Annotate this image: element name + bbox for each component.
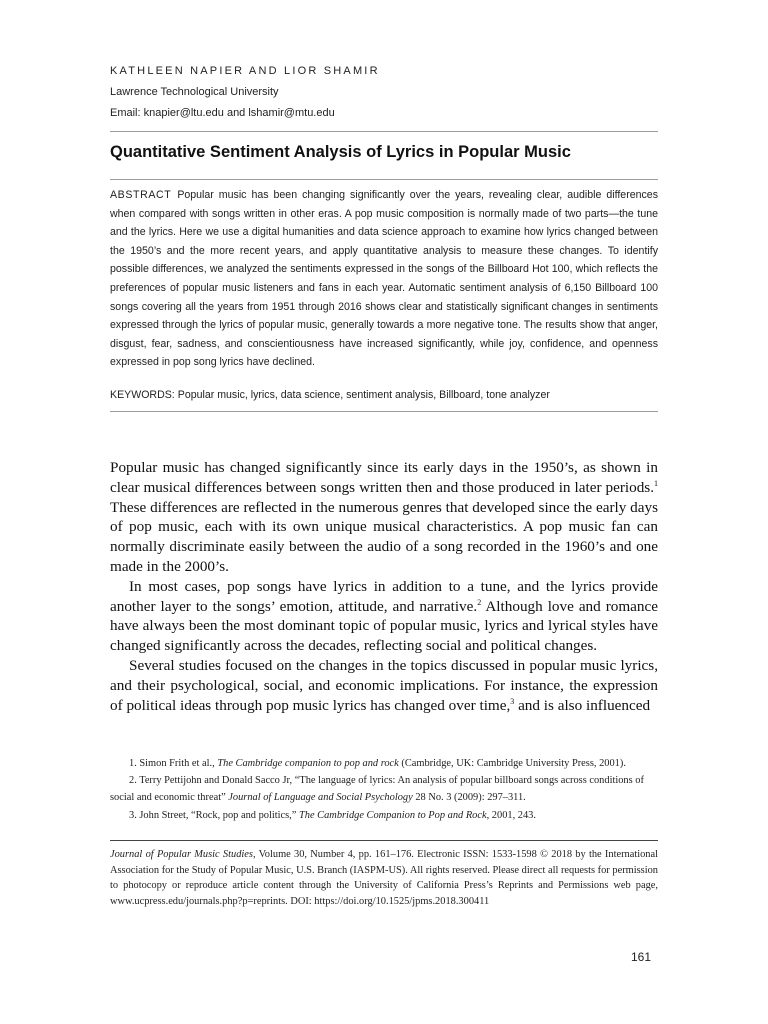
footnote-2-source: 28 No. 3 (2009): 297–311. [415,792,526,804]
body-paragraph-3-rest: and is also influenced [518,696,651,714]
body-paragraph-3-text: Several studies focused on the changes in the topics discussed in popular music lyrics, and their psychological, social, and economic implications. For instance, the expression of political ideas through pop music lyrics has changed over time, [110,656,658,714]
footnotes [110,755,658,824]
footnote-ref-1: 1 [654,478,658,488]
abstract-text: Popular music has been changing significantly over the years, revealing clear, audible differences when compared with songs written in other eras. A pop music composition is normally made of two parts—the tune and the lyrics. Here we use a digital humanities and data science approach to examine how lyrics changed between the 1950’s and the more recent years, and apply quantitative analysis to measure these changes. To identify possible differences, we analyzed the sentiments expressed in the songs of the Billboard Hot 100, which reflects the preferences of popular music listeners and fans in each year. Automatic sentiment analysis of 6,150 Billboard 100 songs covering all the years from 1951 through 2016 shows clear and statistically significant changes in sentiments expressed through the lyrics of popular music, generally towards a more negative tone. The results show that anger, disgust, fear, sadness, and conscientiousness have increased significantly, while joy, confidence, and openness expressed in pop song lyrics have declined. [110,189,658,369]
header-divider [110,131,658,132]
abstract-divider [110,411,658,412]
footnote-3-title: The Cambridge Companion to Pop and Rock [299,809,487,821]
author-names: KATHLEEN NAPIER AND LIOR SHAMIR [110,65,380,77]
keywords-label: KEYWORDS: [110,389,175,401]
footnote-3-text: 3. John Street, “Rock, pop and politics,” [129,809,297,821]
footnote-3 [110,807,658,824]
body-paragraph-1-rest: These differences are reflected in the numerous genres that developed since the early days of pop music, each with its own unique musical characteristics. A pop music fan can normally discriminate easily between the audio of a song recorded in the 1960’s and one made in the 2000’s. [110,498,658,575]
journal-name: Journal of Popular Music Studies [110,849,253,860]
title-divider [110,179,658,180]
abstract [110,186,658,372]
keywords [110,387,658,403]
footnote-2 [110,772,658,806]
journal-details: , Volume 30, Number 4, pp. 161–176. Electronic ISSN: 1533-1598 © 2018 by the International Association for the Study of Popular Music, U.S. Branch (IASPM-US). All rights reserved. Please direct all requests for permission to photocopy or reproduce article content through the University of California Press’s Reprints and Permissions web page, www.ucpress.edu/journals.php?p=reprints. DOI: https://doi.org/10.1525/jpms.2018.300411 [110,849,658,907]
footnote-1 [110,755,658,772]
body-paragraph-2-rest: Although love and romance have always been the most dominant topic of popular music, lyrics and lyrical styles have changed significantly across the decades, reflecting social and political changes. [110,597,658,655]
footnote-1-title: The Cambridge companion to pop and rock [217,758,399,769]
body-paragraph-2-text: In most cases, pop songs have lyrics in addition to a tune, and the lyrics provide another layer to the songs’ emotion, attitude, and narrative. [110,577,658,615]
journal-divider [110,840,658,841]
body-paragraph-3 [110,656,658,715]
body-text [110,458,658,715]
footnote-ref-2: 2 [477,597,482,607]
footnote-ref-3: 3 [510,696,515,706]
abstract-label: ABSTRACT [110,189,172,201]
body-paragraph-1-text: Popular music has changed significantly since its early days in the 1950’s, as shown in clear musical differences between songs written then and those produced in later periods. [110,459,658,496]
body-paragraph-2 [110,577,658,656]
footnote-1-source: (Cambridge, UK: Cambridge University Press, 2001). [401,758,626,769]
footnote-3-source: , 2001, 243. [486,809,536,821]
article-title: Quantitative Sentiment Analysis of Lyrics in Popular Music [110,143,571,161]
footnote-2-title: Journal of Language and Social Psychology [228,792,413,804]
keywords-text: Popular music, lyrics, data science, sentiment analysis, Billboard, tone analyzer [177,389,550,401]
footnote-2-text: 2. Terry Pettijohn and Donald Sacco Jr, “The language of lyrics: An analysis of popular billboard songs across conditions of social and economic threat” [110,775,644,804]
journal-info [110,847,658,909]
footnote-1-text: 1. Simon Frith et al., [129,758,215,769]
page-number: 161 [631,950,652,964]
author-email: Email: knapier@ltu.edu and lshamir@mtu.edu [110,107,335,119]
body-paragraph-1 [110,458,658,577]
affiliation: Lawrence Technological University [110,86,279,98]
